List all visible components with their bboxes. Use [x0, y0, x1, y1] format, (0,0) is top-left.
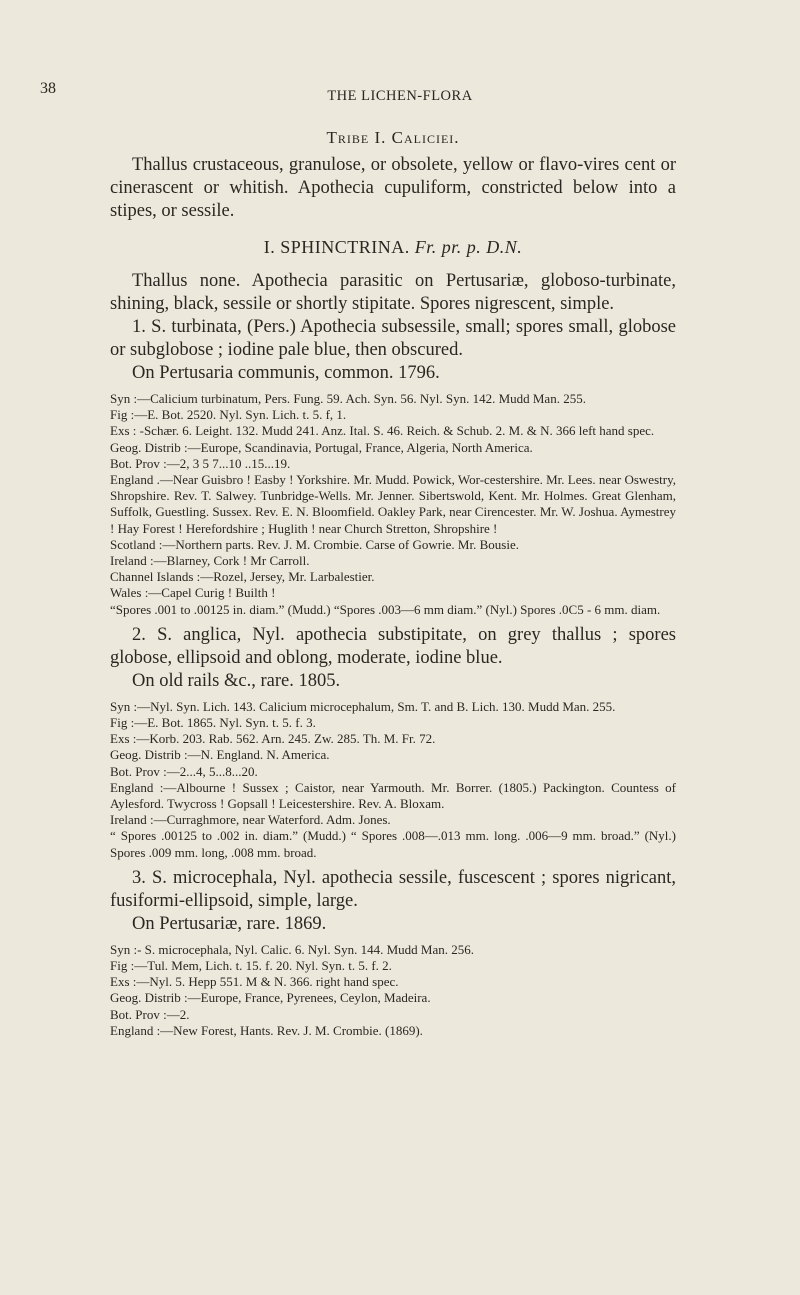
species-1-spores: “Spores .001 to .00125 in. diam.” (Mudd.) “Spores .003—6 mm diam.” (Nyl.) Spores .0C5 - 6 mm. diam. — [110, 601, 661, 617]
tribe-prefix: Tribe — [326, 128, 370, 147]
tribe-description: Thallus crustaceous, granulose, or obsolete, yellow or flavo-vires cent or cinerascent or whitish. Apothecia cupuliform, constricted below into a stipes, or sessile. — [110, 155, 676, 221]
page-number: 38 — [40, 80, 56, 97]
species-1-england: England .—Near Guisbro ! Easby ! Yorkshire. Mr. Mudd. Powick, Wor-cestershire. Mr. Lees. near Oswestry, Shropshire. Rev. T. Salwey. Tunbridge-Wells. Mr. Jenner. Sibertswold, Kent. Mr. Holmes. Great Glenham, Suffolk, Guestling. Sussex. Rev. E. N. Bloomfield. Oakley Park, near Cirencester. Mr. W. Joshua. Aymestrey ! Hay Forest ! Herefordshire ; Huglith ! near Church Stretton, Shropshire ! — [110, 472, 676, 536]
species-2-england: England :—Albourne ! Sussex ; Caistor, near Yarmouth. Mr. Borrer. (1805.) Packington. Countess of Aylesford. Twycross ! Gopsall ! Leicestershire. Rev. A. Bloxam. — [110, 779, 676, 812]
genus-label: I. SPHINCTRINA. — [263, 237, 410, 257]
genus-authority: Fr. pr. p. D.N. — [414, 237, 523, 257]
species-2-ireland: Ireland :—Curraghmore, near Waterford. Adm. Jones. — [110, 812, 391, 828]
species-3-distribution: Geog. Distrib :—Europe, France, Pyrenees, Ceylon, Madeira. — [110, 990, 431, 1006]
species-2-description: 2. S. anglica, Nyl. apothecia substipitate, on grey thallus ; spores globose, ellipsoid and oblong, moderate, iodine blue. — [110, 624, 676, 668]
species-1-ireland: Ireland :—Blarney, Cork ! Mr Carroll. — [110, 553, 310, 569]
running-head: THE LICHEN-FLORA — [327, 88, 473, 104]
species-1-synonyms: Syn :—Calicium turbinatum, Pers. Fung. 59. Ach. Syn. 56. Nyl. Syn. 142. Mudd Man. 255. — [110, 391, 586, 406]
species-3-description: 3. S. microcephala, Nyl. apothecia sessile, fuscescent ; spores nigricant, fusiformi-ellipsoid, simple, large. — [110, 867, 676, 911]
species-2-figures: Fig :—E. Bot. 1865. Nyl. Syn. t. 5. f. 3. — [110, 715, 316, 731]
genus-description: Thallus none. Apothecia parasitic on Pertusariæ, globoso-turbinate, shining, black, sessile or shortly stipitate. Spores nigrescent, simple. — [110, 271, 676, 314]
species-1-habitat: On Pertusaria communis, common. 1796. — [132, 363, 440, 383]
species-2-exsiccatae: Exs :—Korb. 203. Rab. 562. Arn. 245. Zw. 285. Th. M. Fr. 72. — [110, 731, 436, 747]
page-content — [110, 128, 676, 1039]
species-2-synonyms: Syn :—Nyl. Syn. Lich. 143. Calicium microcephalum, Sm. T. and B. Lich. 130. Mudd Man. 255. — [110, 698, 616, 714]
species-3-synonyms: Syn :- S. microcephala, Nyl. Calic. 6. Nyl. Syn. 144. Mudd Man. 256. — [110, 941, 474, 957]
genus-heading — [110, 237, 676, 258]
species-1-wales: Wales :—Capel Curig ! Builth ! — [110, 585, 276, 601]
species-3-figures: Fig :—Tul. Mem, Lich. t. 15. f. 20. Nyl. Syn. t. 5. f. 2. — [110, 958, 392, 974]
species-3-habitat: On Pertusariæ, rare. 1869. — [132, 913, 327, 934]
species-3-england: England :—New Forest, Hants. Rev. J. M. Crombie. (1869). — [110, 1022, 423, 1038]
species-1-channel-islands: Channel Islands :—Rozel, Jersey, Mr. Larbalestier. — [110, 569, 375, 585]
species-1-exsiccatae: Exs : -Schær. 6. Leight. 132. Mudd 241. Anz. Ital. S. 46. Reich. & Schub. 2. M. & N. 366 left hand spec. — [110, 423, 655, 439]
species-1-figures: Fig :—E. Bot. 2520. Nyl. Syn. Lich. t. 5. f, 1. — [110, 407, 347, 423]
species-3-provinces: Bot. Prov :—2. — [110, 1006, 190, 1022]
tribe-name: Caliciei. — [391, 128, 460, 147]
species-2-provinces: Bot. Prov :—2...4, 5...8...20. — [110, 763, 258, 779]
species-1-scotland: Scotland :—Northern parts. Rev. J. M. Crombie. Carse of Gowrie. Mr. Bousie. — [110, 536, 519, 552]
species-1-provinces: Bot. Prov :—2, 3 5 7...10 ..15...19. — [110, 455, 291, 471]
species-3-exsiccatae: Exs :—Nyl. 5. Hepp 551. M & N. 366. right hand spec. — [110, 974, 399, 990]
species-2-distribution: Geog. Distrib :—N. England. N. America. — [110, 747, 330, 763]
species-1-distribution: Geog. Distrib :—Europe, Scandinavia, Portugal, France, Algeria, North America. — [110, 439, 533, 455]
species-2-spores: “ Spores .00125 to .002 in. diam.” (Mudd.) “ Spores .008—.013 mm. long. .006—9 mm. broad.” (Nyl.) Spores .009 mm. long, .008 mm. broad. — [110, 828, 676, 860]
species-1-description: 1. S. turbinata, (Pers.) Apothecia subsessile, small; spores small, globose or subglobose ; iodine pale blue, then obscured. — [110, 317, 676, 360]
tribe-number: I. — [374, 128, 387, 147]
tribe-heading — [110, 128, 676, 148]
species-2-habitat: On old rails &c., rare. 1805. — [132, 670, 341, 691]
